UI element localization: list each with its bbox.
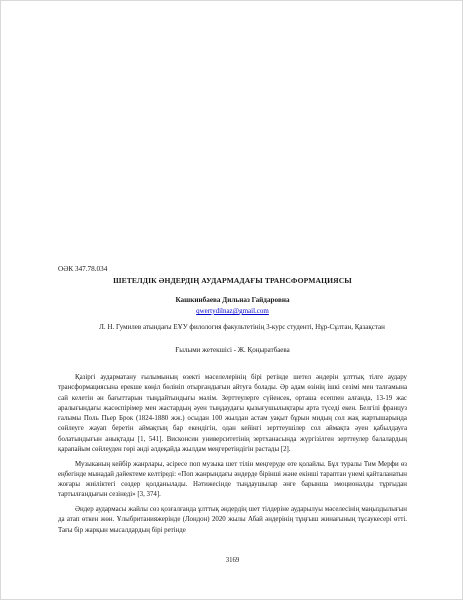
author-email-link[interactable]: qwertydilnaz@gmail.com — [196, 307, 269, 315]
article-title: ШЕТЕЛДІК ӘНДЕРДІҢ АУДАРМАДАҒЫ ТРАНСФОРМАЦИЯСЫ — [113, 276, 352, 285]
author-affiliation: Л. Н. Гумилев атындағы ЕҰУ филология факультетінің 3-курс студенті, Нұр-Сұлтан, Қазақстан — [99, 323, 385, 331]
scientific-advisor: Ғылыми жетекшісі - Ж. Қоңыратбаева — [175, 346, 290, 354]
body-paragraph: Әндер аудармасы жайлы сөз қозғалғанда ұлттық әндердің шет тілдеріне аударылуы мәселесінің маңыздылығын да атап өткен жөн. Ұлыбританияжерінде (Лондон) 2020 жылы Абай әндерінің тұңғыш жинағының тұсаукесері өтті. Тағы бір жарқын мысалдардың бірі ретінде — [58, 506, 407, 534]
article-body — [58, 373, 407, 540]
page-number: 3169 — [225, 557, 240, 564]
body-paragraph: Музыканың кейбір жанрлары, әсіресе поп музыка шет тілін меңгеруде өте қолайлы. Бұл туралы Тим Мерфи өз еңбегінде мынадай дәйектеме келтіреді: «Поп жанрындағы әндерде бірінші және екінші тараптан үнемі қайталанатын жоғары жиіліктегі сөздер қолданылады. Нәтижесінде тыңдаушылар әнге барынша эмоционалды тұрғыдан тартылғандығын сезінеді» [3, 374]. — [58, 460, 407, 499]
body-paragraph: Қазіргі аударматану ғылымының өзекті мәселелерінің бірі ретінде шетел әндерін ұлттық тілге аудару трансформациясына ерекше көңіл бөлініп отырғандығын айтуға болады. Әр адам өзінің ішкі сезімі мен талғамына сай келетін ән бағыттарын тыңдайтындығы мәлім. Зерттеулерге сүйенсек, орташа есеппен алғанда, 13-19 жас аралығындағы жасөспірімер мен жастардың әуен тыңдаудағы қызығушылықтары арта түседі екен. Белгілі француз ғалымы Поль Пьер Брок (1824-1880 жж.) осыдан 100 жылдан астам уақыт бұрын мидың сол жақ жартышарында сөйлеуге жауап беретін аймақтың бар екендігін, одан кейінгі зерттеушілер сол аймақта әуен қабылдауға болатындығын анықтады [1, 541]. Висконсин университетінің зертханасында жүргізілген зерттеулер балалардың қарапайым сөйлеуден гөрі әнді әлдеқайда жылдам меңгеретіндігін растады [2]. — [58, 374, 407, 453]
author-name: Кашкинбаева Дильназ Гайдаровна — [175, 296, 290, 304]
udc-code: ОӘК 347.78.034 — [58, 265, 108, 273]
